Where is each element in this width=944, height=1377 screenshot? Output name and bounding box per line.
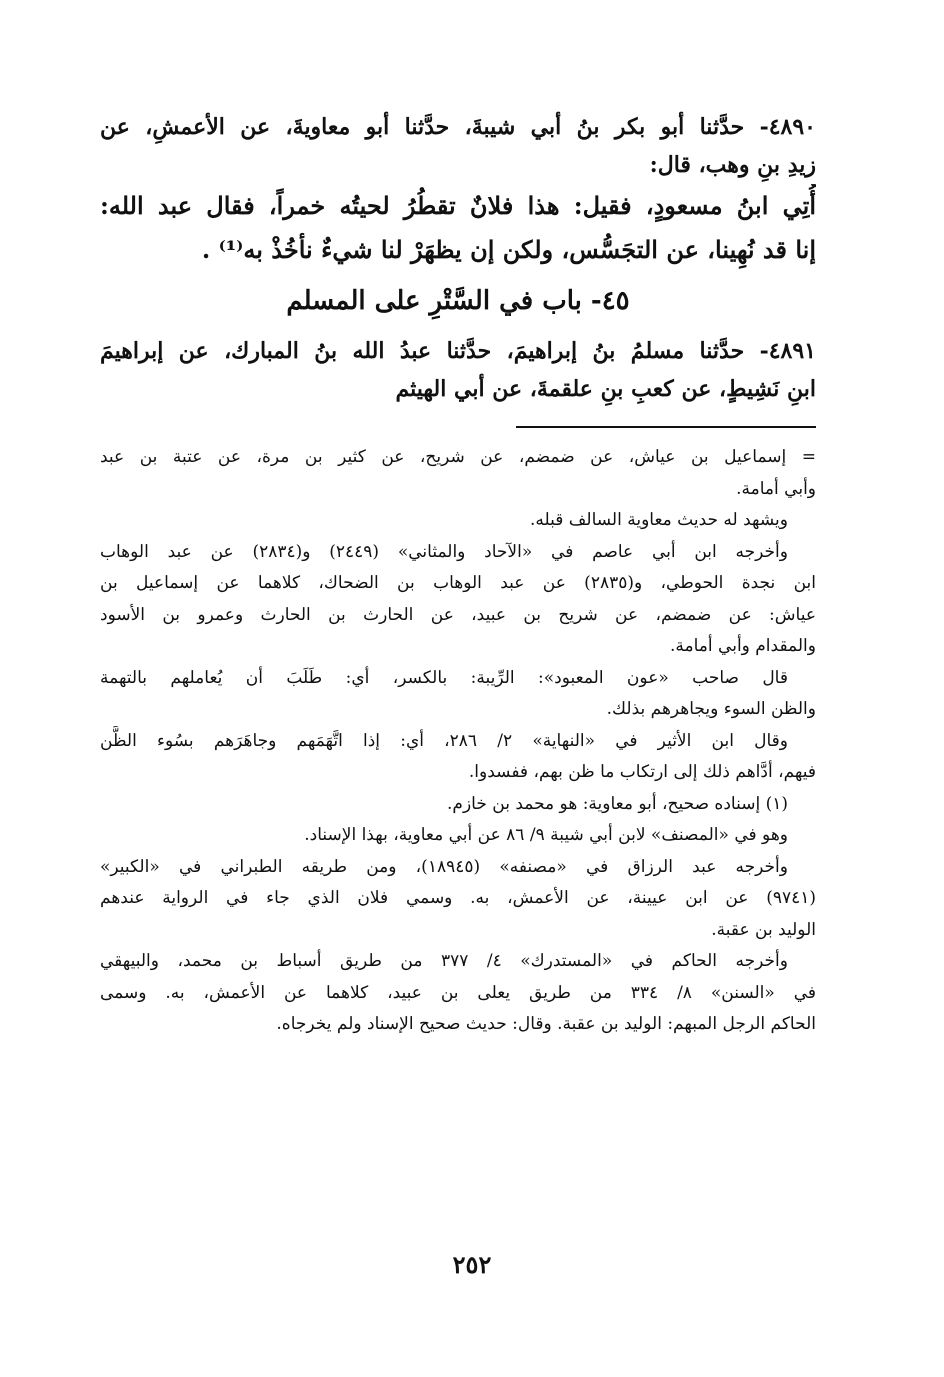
footnote-line: ويشهد له حديث معاوية السالف قبله. <box>529 510 788 530</box>
footnote-line: = إسماعيل بن عياش، عن ضمضم، عن شريح، عن كثير بن مرة، عن عتبة بن عبد <box>100 447 816 467</box>
footnote-line: الوليد بن عقبة. <box>711 919 816 940</box>
footnote-line: وأخرجه ابن أبي عاصم في «الآحاد والمثاني» (٢٤٤٩) و(٢٨٣٤) عن عبد الوهاب <box>100 541 788 562</box>
hadith-4890-isnad <box>100 108 816 184</box>
text-line: ٤٨٩٠- حدَّثنا أبو بكر بنُ أبي شيبةَ، حدَّثنا أبو معاويةَ، عن الأعمشِ، عن <box>100 114 816 140</box>
footnote-paragraph <box>100 789 816 821</box>
footnote-paragraph <box>100 505 816 537</box>
footnote-line: وقال ابن الأثير في «النهاية» ٢/ ٢٨٦، أي: إذا اتَّهَمَهم وجاهَرَهم بسُوء الظَّن <box>100 730 788 751</box>
text-line: زيدِ بنِ وهب، قال: <box>649 152 816 178</box>
footnote-paragraph <box>100 726 816 789</box>
footnote-line: وأبي أمامة. <box>736 478 816 499</box>
footnote-line: (٩٧٤١) عن ابن عيينة، عن الأعمش، به. وسمي فلان الذي جاء في الرواية عندهم <box>100 888 816 908</box>
footnote-paragraph <box>100 852 816 947</box>
footnote-line: الحاكم الرجل المبهم: الوليد بن عقبة. وقال: حديث صحيح الإسناد ولم يخرجاه. <box>276 1014 816 1034</box>
footnote-line: فيهم، أدَّاهم ذلك إلى ارتكاب ما ظن بهم، ففسدوا. <box>468 762 816 782</box>
text-line: ابنِ نَشِيطٍ، عن كعبِ بنِ علقمةَ، عن أبي الهيثم <box>395 376 816 402</box>
text-line: ٤٨٩١- حدَّثنا مسلمُ بنُ إبراهيمَ، حدَّثنا عبدُ الله بنُ المبارك، عن إبراهيمَ <box>100 338 816 364</box>
footnote-line: وأخرجه عبد الرزاق في «مصنفه» (١٨٩٤٥)، ومن طريقه الطبراني في «الكبير» <box>100 856 788 877</box>
footnote-paragraph <box>100 442 816 505</box>
footnote-line: ابن نجدة الحوطي، و(٢٨٣٥) عن عبد الوهاب بن الضحاك، كلاهما عن إسماعيل بن <box>100 573 816 593</box>
chapter-heading: ٤٥- باب في السَّتْرِ على المسلم <box>286 286 630 316</box>
footnote-paragraph <box>100 946 816 1041</box>
footnote-line: في «السنن» ٨/ ٣٣٤ من طريق يعلى بن عبيد، كلاهما عن الأعمش، به. وسمى <box>100 982 816 1003</box>
text-line: إنا قد نُهِينا، عن التجَسُّس، ولكن إن يظهَرْ لنا شيءٌ نأخُذْ به⁽¹⁾ . <box>201 235 816 264</box>
page-number: ٢٥٢ <box>452 1250 492 1279</box>
footnote-line: والظن السوء ويجاهرهم بذلك. <box>606 699 816 719</box>
hadith-4891-isnad <box>100 332 816 408</box>
footnotes <box>100 442 816 1041</box>
footnote-line: (١) إسناده صحيح، أبو معاوية: هو محمد بن خازم. <box>447 793 788 814</box>
footnote-divider <box>516 426 816 428</box>
hadith-4890-text <box>100 184 816 272</box>
footnote-paragraph <box>100 537 816 663</box>
footnote-paragraph <box>100 820 816 852</box>
footnote-line: وأخرجه الحاكم في «المستدرك» ٤/ ٣٧٧ من طريق أسباط بن محمد، والبيهقي <box>100 951 788 971</box>
footnote-line: وهو في «المصنف» لابن أبي شيبة ٩/ ٨٦ عن أبي معاوية، بهذا الإسناد. <box>304 825 788 845</box>
footnote-line: قال صاحب «عون المعبود»: الرِّيبة: بالكسر، أي: طَلَبَ أن يُعاملهم بالتهمة <box>100 667 788 688</box>
footnote-paragraph <box>100 663 816 726</box>
page-body <box>100 108 816 1041</box>
footnote-line: والمقدام وأبي أمامة. <box>670 636 816 656</box>
footnote-line: عياش: عن ضمضم، عن شريح بن عبيد، عن الحارث بن الحارث وعمرو بن الأسود <box>100 604 816 625</box>
text-line: أُتِي ابنُ مسعودٍ، فقيل: هذا فلانٌ تقطُرُ لحيتُه خمراً، فقال عبد الله: <box>100 191 816 220</box>
